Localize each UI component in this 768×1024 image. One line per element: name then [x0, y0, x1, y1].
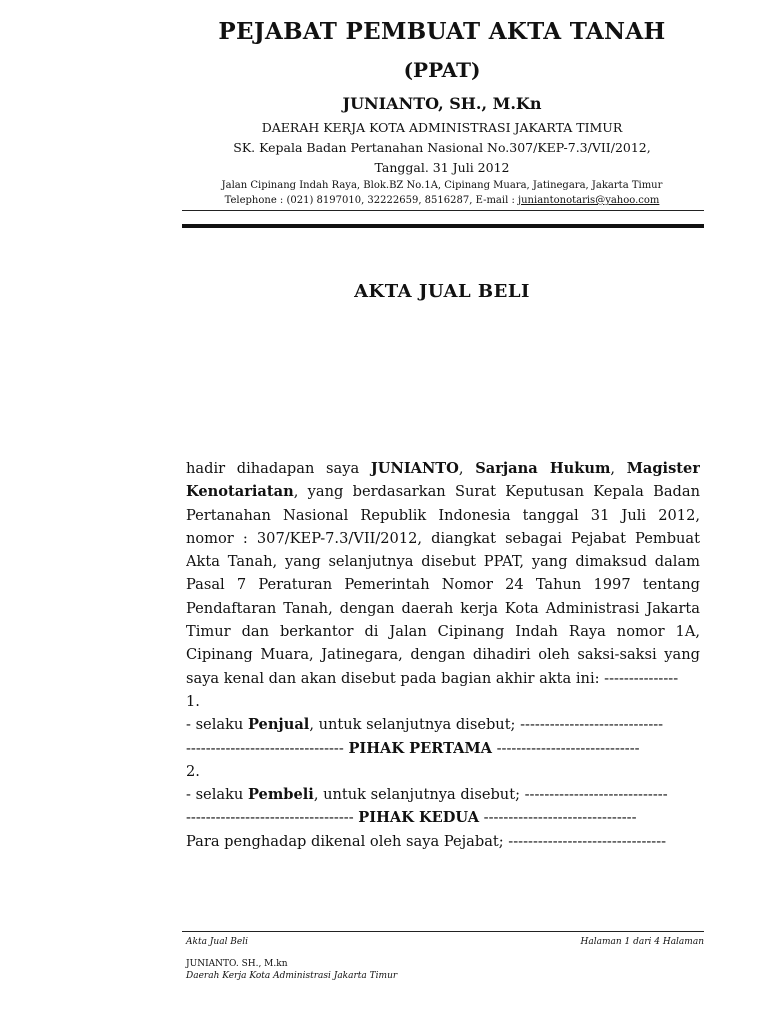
seller-line: - selaku Penjual, untuk selanjutnya disebut; ----------------------------- [186, 716, 664, 734]
footer-rule [182, 931, 704, 932]
work-area: DAERAH KERJA KOTA ADMINISTRASI JAKARTA TIMUR [261, 120, 623, 135]
body-line: Para penghadap dikenal oleh saya Pejabat; -------------------------------- [186, 832, 667, 850]
footer-work-area: Daerah Kerja Kota Administrasi Jakarta Timur [186, 971, 398, 981]
header-rule-thin [182, 210, 704, 211]
first-party-line: -------------------------------- PIHAK PERTAMA ----------------------------- [186, 739, 640, 757]
party-number-1: 1. [186, 692, 200, 710]
footer-page-number: Halaman 1 dari 4 Halaman [580, 937, 704, 947]
official-name: JUNIANTO, SH., M.Kn [342, 94, 542, 113]
party-number-2: 2. [186, 762, 200, 780]
body-line: nomor : 307/KEP-7.3/VII/2012, diangkat sebagai Pejabat Pembuat [186, 529, 700, 547]
body-line: Akta Tanah, yang selanjutnya disebut PPAT, yang dimaksud dalam [186, 553, 700, 571]
footer-document-name: Akta Jual Beli [186, 937, 249, 947]
footer-official-name: JUNIANTO. SH., M.kn [186, 959, 288, 969]
phone-numbers: Telephone : (021) 8197010, 32222659, 8516287, E-mail : [224, 195, 519, 206]
body-line: saya kenal dan akan disebut pada bagian akhir akta ini: --------------- [186, 669, 679, 687]
office-title: PEJABAT PEMBUAT AKTA TANAH [218, 18, 666, 45]
header-rule-thick [182, 224, 704, 228]
second-party-line: ---------------------------------- PIHAK KEDUA ------------------------------- [186, 809, 637, 827]
decree-number: SK. Kepala Badan Pertanahan Nasional No.307/KEP-7.3/VII/2012, [233, 140, 651, 155]
office-abbreviation: (PPAT) [403, 58, 481, 82]
document-title: AKTA JUAL BELI [354, 281, 530, 302]
email-link[interactable]: juniantonotaris@yahoo.com [518, 195, 660, 206]
body-line: Kenotariatan, yang berdasarkan Surat Keputusan Kepala Badan [186, 483, 700, 501]
body-line: Pertanahan Nasional Republik Indonesia tanggal 31 Juli 2012, [186, 506, 700, 524]
office-contact [180, 195, 704, 206]
body-line: Pendaftaran Tanah, dengan daerah kerja Kota Administrasi Jakarta [186, 599, 700, 617]
decree-date: Tanggal. 31 Juli 2012 [374, 160, 510, 175]
body-line: Cipinang Muara, Jatinegara, dengan dihadiri oleh saksi-saksi yang [186, 646, 700, 664]
body-line: Pasal 7 Peraturan Pemerintah Nomor 24 Tahun 1997 tentang [186, 576, 700, 594]
buyer-line: - selaku Pembeli, untuk selanjutnya disebut; ----------------------------- [186, 786, 668, 804]
deed-body [186, 457, 700, 853]
office-address: Jalan Cipinang Indah Raya, Blok.BZ No.1A, Cipinang Muara, Jatinegara, Jakarta Timur [221, 180, 663, 191]
body-line: hadir dihadapan saya JUNIANTO, Sarjana Hukum, Magister [186, 460, 700, 477]
body-line: Timur dan berkantor di Jalan Cipinang Indah Raya nomor 1A, [186, 623, 700, 641]
